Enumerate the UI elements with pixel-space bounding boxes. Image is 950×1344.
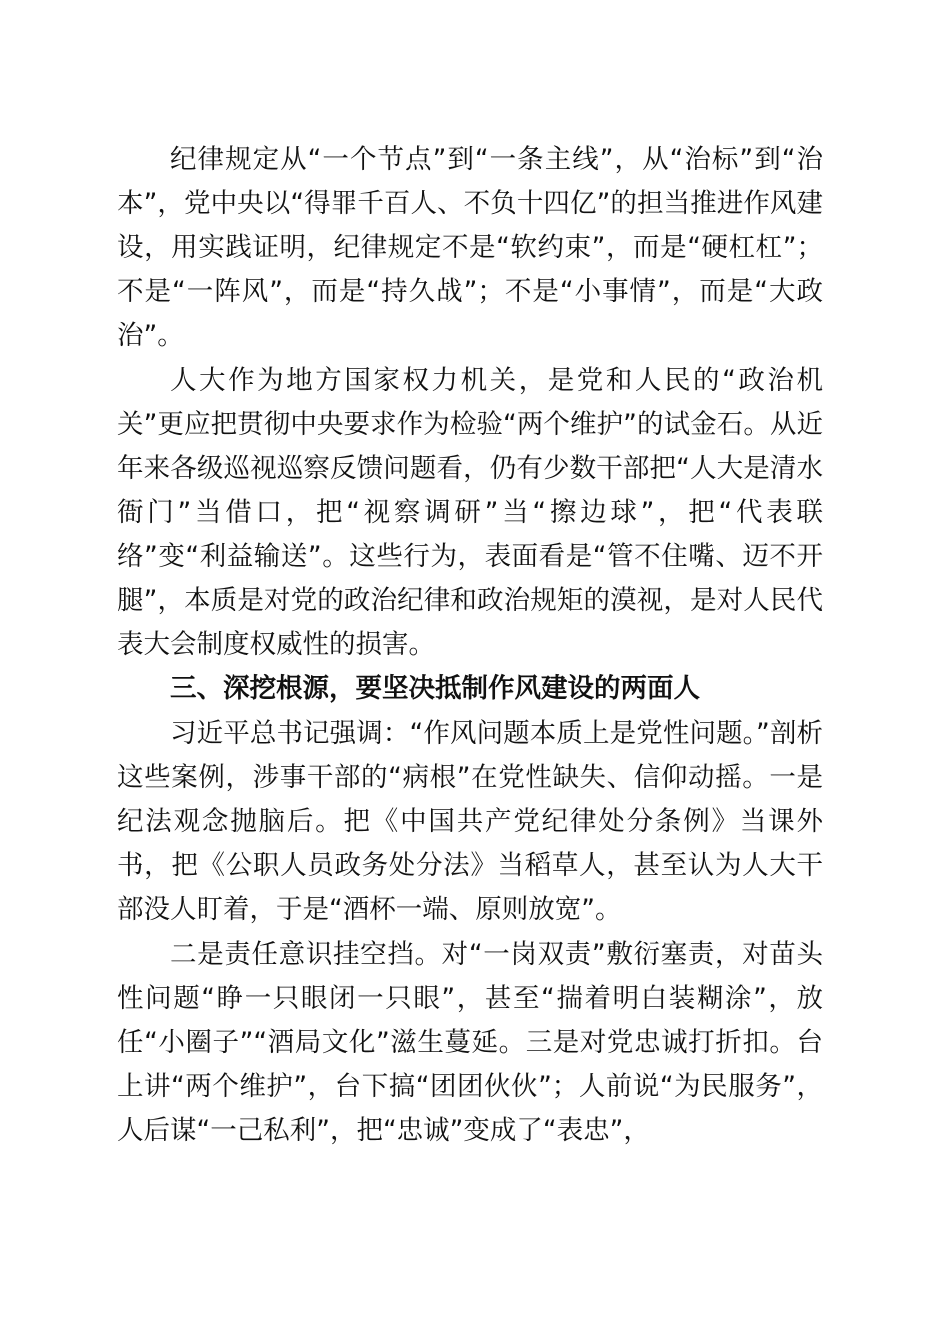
paragraph-root-causes: 习近平总书记强调：“作风问题本质上是党性问题。”剖析这些案例，涉事干部的“病根”在党性缺失、信仰动摇。一是纪法观念抛脑后。把《中国共产党纪律处分条例》当课外书，把《公职人员政务处分法》当稻草人，甚至认为人大干部没人盯着，于是“酒杯一端、原则放宽”。	[117, 718, 823, 925]
paragraph-discipline-rules: 纪律规定从“一个节点”到“一条主线”，从“治标”到“治本”，党中央以“得罪千百人、不负十四亿”的担当推进作风建设，用实践证明，纪律规定不是“软约束”，而是“硬杠杠”；不是“一阵风”，而是“持久战”；不是“小事情”，而是“大政治”。	[117, 144, 823, 351]
document-body	[117, 138, 823, 1153]
paragraph-responsibility: 二是责任意识挂空挡。对“一岗双责”敷衍塞责，对苗头性问题“睁一只眼闭一只眼”，甚至“揣着明白装糊涂”，放任“小圈子”“酒局文化”滋生蔓延。三是对党忠诚打折扣。台上讲“两个维护”，台下搞“团团伙伙”；人前说“为民服务”，人后谋“一己私利”，把“忠诚”变成了“表忠”，	[117, 939, 823, 1146]
paragraph-npc-role: 人大作为地方国家权力机关，是党和人民的“政治机关”更应把贯彻中央要求作为检验“两个维护”的试金石。从近年来各级巡视巡察反馈问题看，仍有少数干部把“人大是清水衙门”当借口，把“视察调研”当“擦边球”，把“代表联络”变“利益输送”。这些行为，表面看是“管不住嘴、迈不开腿”，本质是对党的政治纪律和政治规矩的漠视，是对人民代表大会制度权威性的损害。	[117, 365, 823, 660]
section-heading: 三、深挖根源，要坚决抵制作风建设的两面人	[170, 673, 700, 704]
